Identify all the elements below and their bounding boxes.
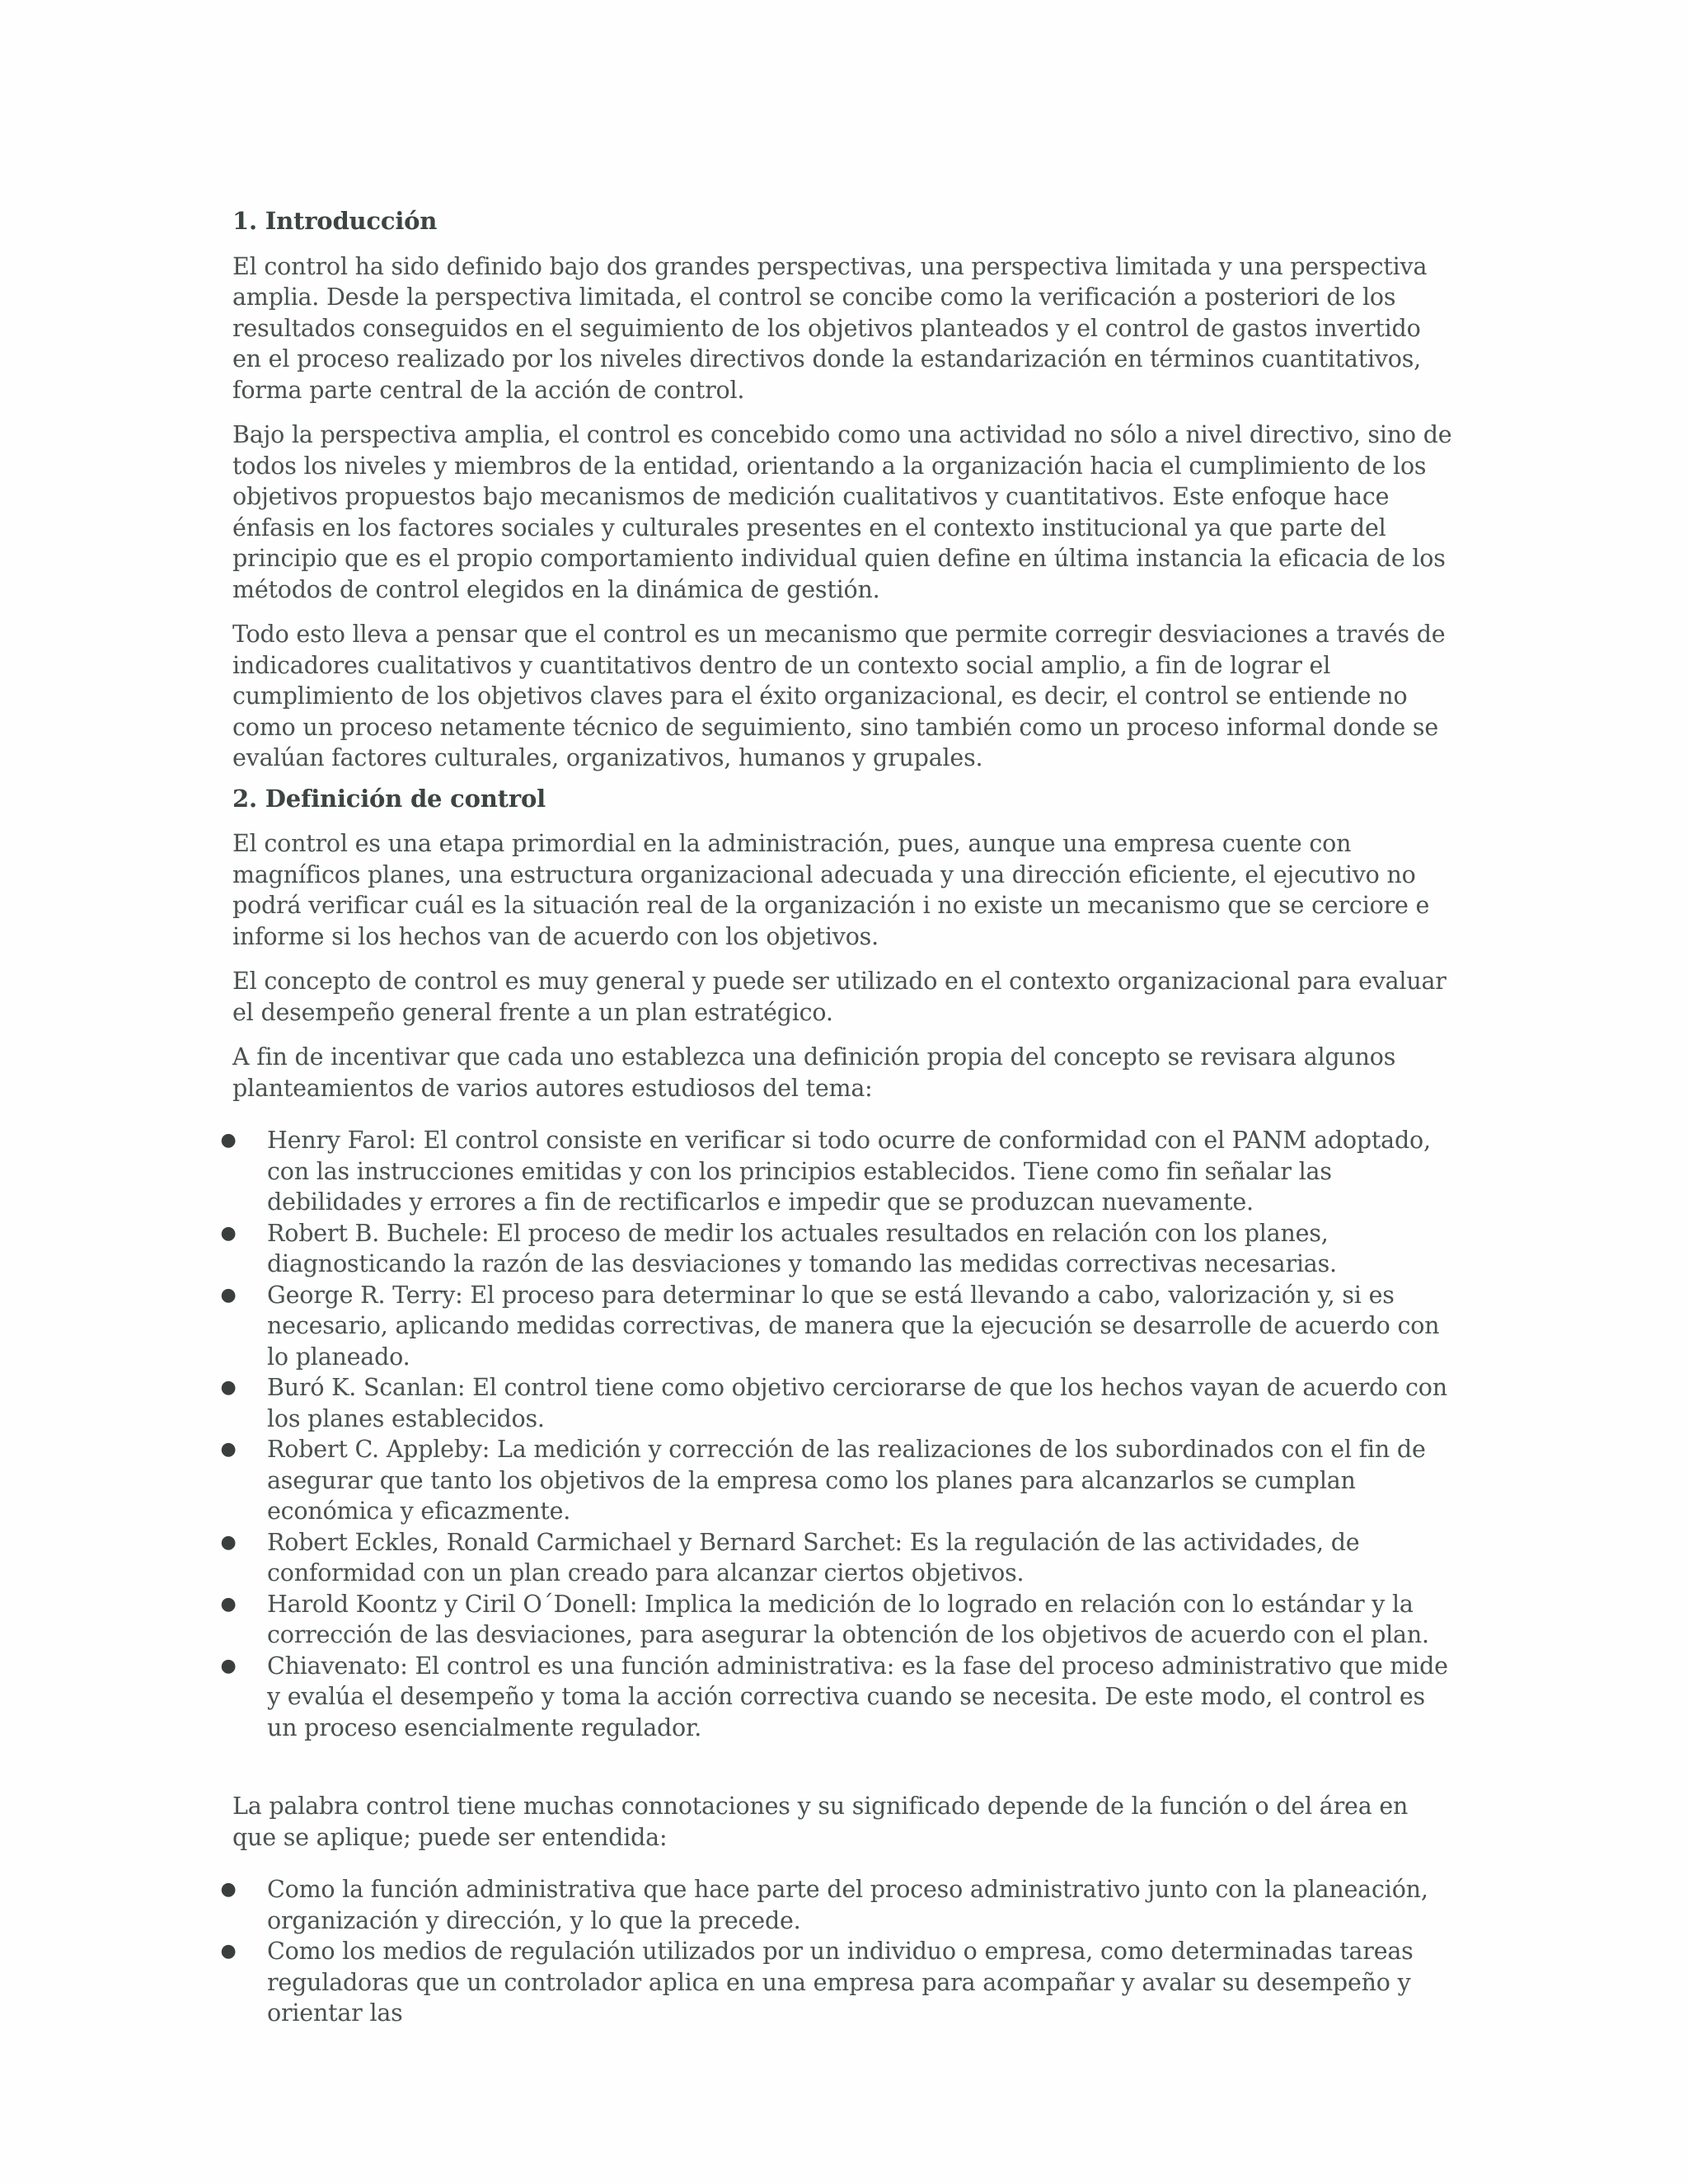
- list-item: [220, 1280, 1452, 1373]
- paragraph-connotaciones: La palabra control tiene muchas connotaciones y su significado depende de la función o del área en que se aplique; puede ser entendida:: [232, 1793, 1409, 1851]
- paragraph-intro-1: El control ha sido definido bajo dos grandes perspectivas, una perspectiva limitada y una perspectiva amplia. Desde la perspectiva limitada, el control se concibe como la verificación a posteriori de los resultados conseguidos en el seguimiento de los objetivos planteados y el control de gastos invertido en el proceso realizado por los niveles directivos donde la estandarización en términos cuantitativos, forma parte central de la acción de control.: [232, 252, 1428, 404]
- bullet-icon: ●: [220, 1130, 237, 1151]
- paragraph-intro-2: Bajo la perspectiva amplia, el control es concebido como una actividad no sólo a nivel directivo, sino de todos los niveles y miembros de la entidad, orientando a la organización hacia el cumplimiento de los objetivos propuestos bajo mecanismos de medición cualitativos y cuantitativos. Este enfoque hace énfasis en los factores sociales y culturales presentes en el contexto institucional ya que parte del principio que es el propio comportamiento individual quien define en última instancia la eficacia de los métodos de control elegidos en la dinámica de gestión.: [232, 421, 1452, 603]
- list-item-text: Como la función administrativa que hace parte del proceso administrativo junto con la planeación, organización y dirección, y lo que la precede.: [267, 1876, 1428, 1934]
- bullet-icon: ●: [220, 1941, 237, 1961]
- paragraph-definicion-3: A fin de incentivar que cada uno establezca una definición propia del concepto se revisara algunos planteamientos de varios autores estudiosos del tema:: [232, 1043, 1396, 1102]
- bullet-icon: ●: [220, 1284, 237, 1305]
- list-item: [220, 1651, 1452, 1744]
- spacer: [232, 1743, 1452, 1774]
- list-item-text: Como los medios de regulación utilizados por un individuo o empresa, como determinadas tareas reguladoras que un controlador aplica en una empresa para acompañar y avalar su desempeño y orientar las: [267, 1938, 1414, 2027]
- list-item-text: Robert B. Buchele: El proceso de medir los actuales resultados en relación con los planes, diagnosticando la razón de las desviaciones y tomando las medidas correctivas necesarias.: [267, 1219, 1337, 1277]
- bullet-icon: ●: [220, 1593, 237, 1615]
- bullet-icon: ●: [220, 1655, 237, 1676]
- paragraph-intro-3: Todo esto lleva a pensar que el control es un mecanismo que permite corregir desviaciones a través de indicadores cualitativos y cuantitativos dentro de un contexto social amplio, a fin de lograr el cumplimiento de los objetivos claves para el éxito organizacional, es decir, el control se entiende no como un proceso netamente técnico de seguimiento, sino también como un proceso informal donde se evalúan factores culturales, organizativos, humanos y grupales.: [232, 621, 1446, 771]
- bullet-icon: ●: [220, 1879, 237, 1900]
- list-item: [220, 1527, 1452, 1589]
- list-item-text: Harold Koontz y Ciril O´Donell: Implica la medición de lo logrado en relación con lo estándar y la corrección de las desviaciones, para asegurar la obtención de los objetivos de acuerdo con el plan.: [267, 1590, 1429, 1648]
- paragraph-definicion-2: El concepto de control es muy general y puede ser utilizado en el contexto organizacional para evaluar el desempeño general frente a un plan estratégico.: [232, 968, 1447, 1026]
- list-item: [220, 1589, 1452, 1651]
- list-item: [220, 1372, 1452, 1434]
- list-item-text: Buró K. Scanlan: El control tiene como objetivo cerciorarse de que los hechos vayan de acuerdo con los planes establecidos.: [267, 1374, 1447, 1432]
- list-item: [220, 1434, 1452, 1527]
- bullet-icon: ●: [220, 1531, 237, 1553]
- section-heading-introduccion: 1. Introducción: [232, 207, 438, 235]
- list-item-text: Robert Eckles, Ronald Carmichael y Bernard Sarchet: Es la regulación de las actividades, de conformidad con un plan creado para alcanzar ciertos objetivos.: [267, 1528, 1360, 1586]
- bullet-icon: ●: [220, 1377, 237, 1398]
- list-item: [220, 1125, 1452, 1218]
- paragraph-definicion-1: El control es una etapa primordial en la administración, pues, aunque una empresa cuente con magníficos planes, una estructura organizacional adecuada y una dirección eficiente, el ejecutivo no podrá verificar cuál es la situación real de la organización i no existe un mecanismo que se cerciore e informe si los hechos van de acuerdo con los objetivos.: [232, 830, 1430, 950]
- list-item: [220, 1936, 1452, 2029]
- list-item-text: Chiavenato: El control es una función administrativa: es la fase del proceso administrativo que mide y evalúa el desempeño y toma la acción correctiva cuando se necesita. De este modo, el control es un proceso esencialmente regulador.: [267, 1652, 1448, 1741]
- document-body: [220, 206, 1452, 2029]
- list-item: [220, 1218, 1452, 1280]
- list-item-text: Henry Farol: El control consiste en verificar si todo ocurre de conformidad con el PANM adoptado, con las instrucciones emitidas y con los principios establecidos. Tiene como fin señalar las debilidades y errores a fin de rectificarlos e impedir que se produzcan nuevamente.: [267, 1127, 1431, 1216]
- list-item: [220, 1874, 1452, 1936]
- bullet-icon: ●: [220, 1222, 237, 1244]
- list-item-text: George R. Terry: El proceso para determinar lo que se está llevando a cabo, valorización y, si es necesario, aplicando medidas correctivas, de manera que la ejecución se desarrolle de acuerdo con lo planeado.: [267, 1281, 1440, 1371]
- list-item-text: Robert C. Appleby: La medición y corrección de las realizaciones de los subordinados con el fin de asegurar que tanto los objetivos de la empresa como los planes para alcanzarlos se cumplan económica y eficazmente.: [267, 1436, 1426, 1525]
- section-heading-definicion: 2. Definición de control: [232, 784, 546, 813]
- meanings-list: [220, 1874, 1452, 2029]
- authors-list: [220, 1125, 1452, 1743]
- bullet-icon: ●: [220, 1439, 237, 1460]
